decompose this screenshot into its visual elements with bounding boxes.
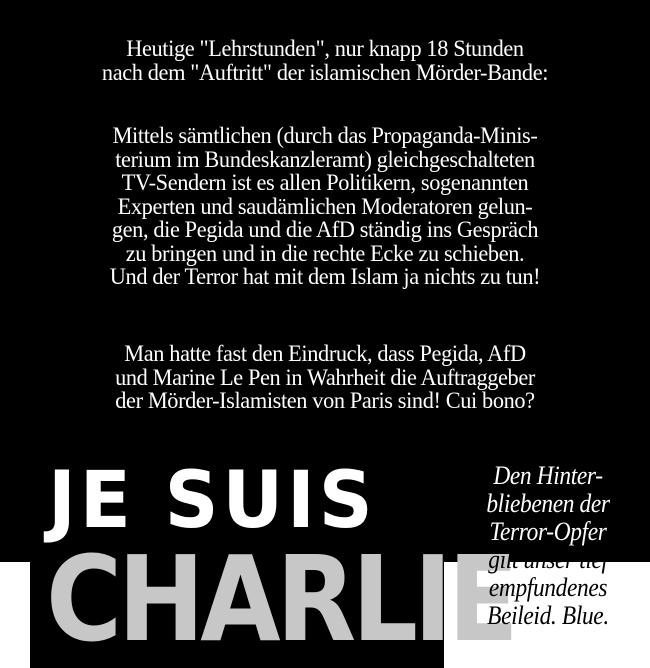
text-line: nach dem "Auftritt" der islamischen Mörder-Bande: (101, 59, 549, 86)
text-line: gen, die Pegida und die AfD ständig ins Gespräch (111, 217, 539, 243)
condolence-line: empfundenes (488, 573, 608, 602)
condolence-line: Beileid. Blue. (487, 601, 609, 630)
condolence-line: gilt unser tief (488, 545, 608, 574)
text-line: und Marine Le Pen in Wahrheit die Auftraggeber (115, 364, 535, 391)
text-line: zu bringen und in die rechte Ecke zu schieben. (125, 240, 525, 267)
condolence-line: Den Hinter- (493, 461, 603, 490)
text-line: TV-Sendern ist es allen Politikern, sogenannten (121, 170, 529, 196)
condolence-line: Terror-Opfer (489, 517, 607, 546)
condolence-line: bliebenen der (486, 489, 610, 518)
text-line: Mittels sämtlichen (durch das Propaganda-Minis- (112, 123, 538, 149)
text-line: Experten und saudämlichen Moderatoren gelun- (117, 193, 533, 220)
text-line: Heutige "Lehrstunden", nur knapp 18 Stunden (126, 36, 524, 62)
body-paragraph (33, 125, 616, 290)
text-line: Man hatte fast den Eindruck, dass Pegida, AfD (124, 341, 526, 367)
white-corner (0, 562, 30, 668)
slogan-charlie: CHARLIE (46, 530, 515, 668)
text-line: der Mörder-Islamisten von Paris sind! Cui bono? (115, 388, 535, 414)
condolence-message (456, 462, 640, 630)
closing-paragraph (33, 343, 616, 414)
slogan-je-suis: JE SUIS (48, 456, 377, 546)
text-line: terium im Bundeskanzleramt) gleichgeschalteten (115, 146, 535, 173)
text-line: Und der Terror hat mit dem Islam ja nichts zu tun! (109, 264, 541, 290)
intro-paragraph (33, 38, 616, 85)
